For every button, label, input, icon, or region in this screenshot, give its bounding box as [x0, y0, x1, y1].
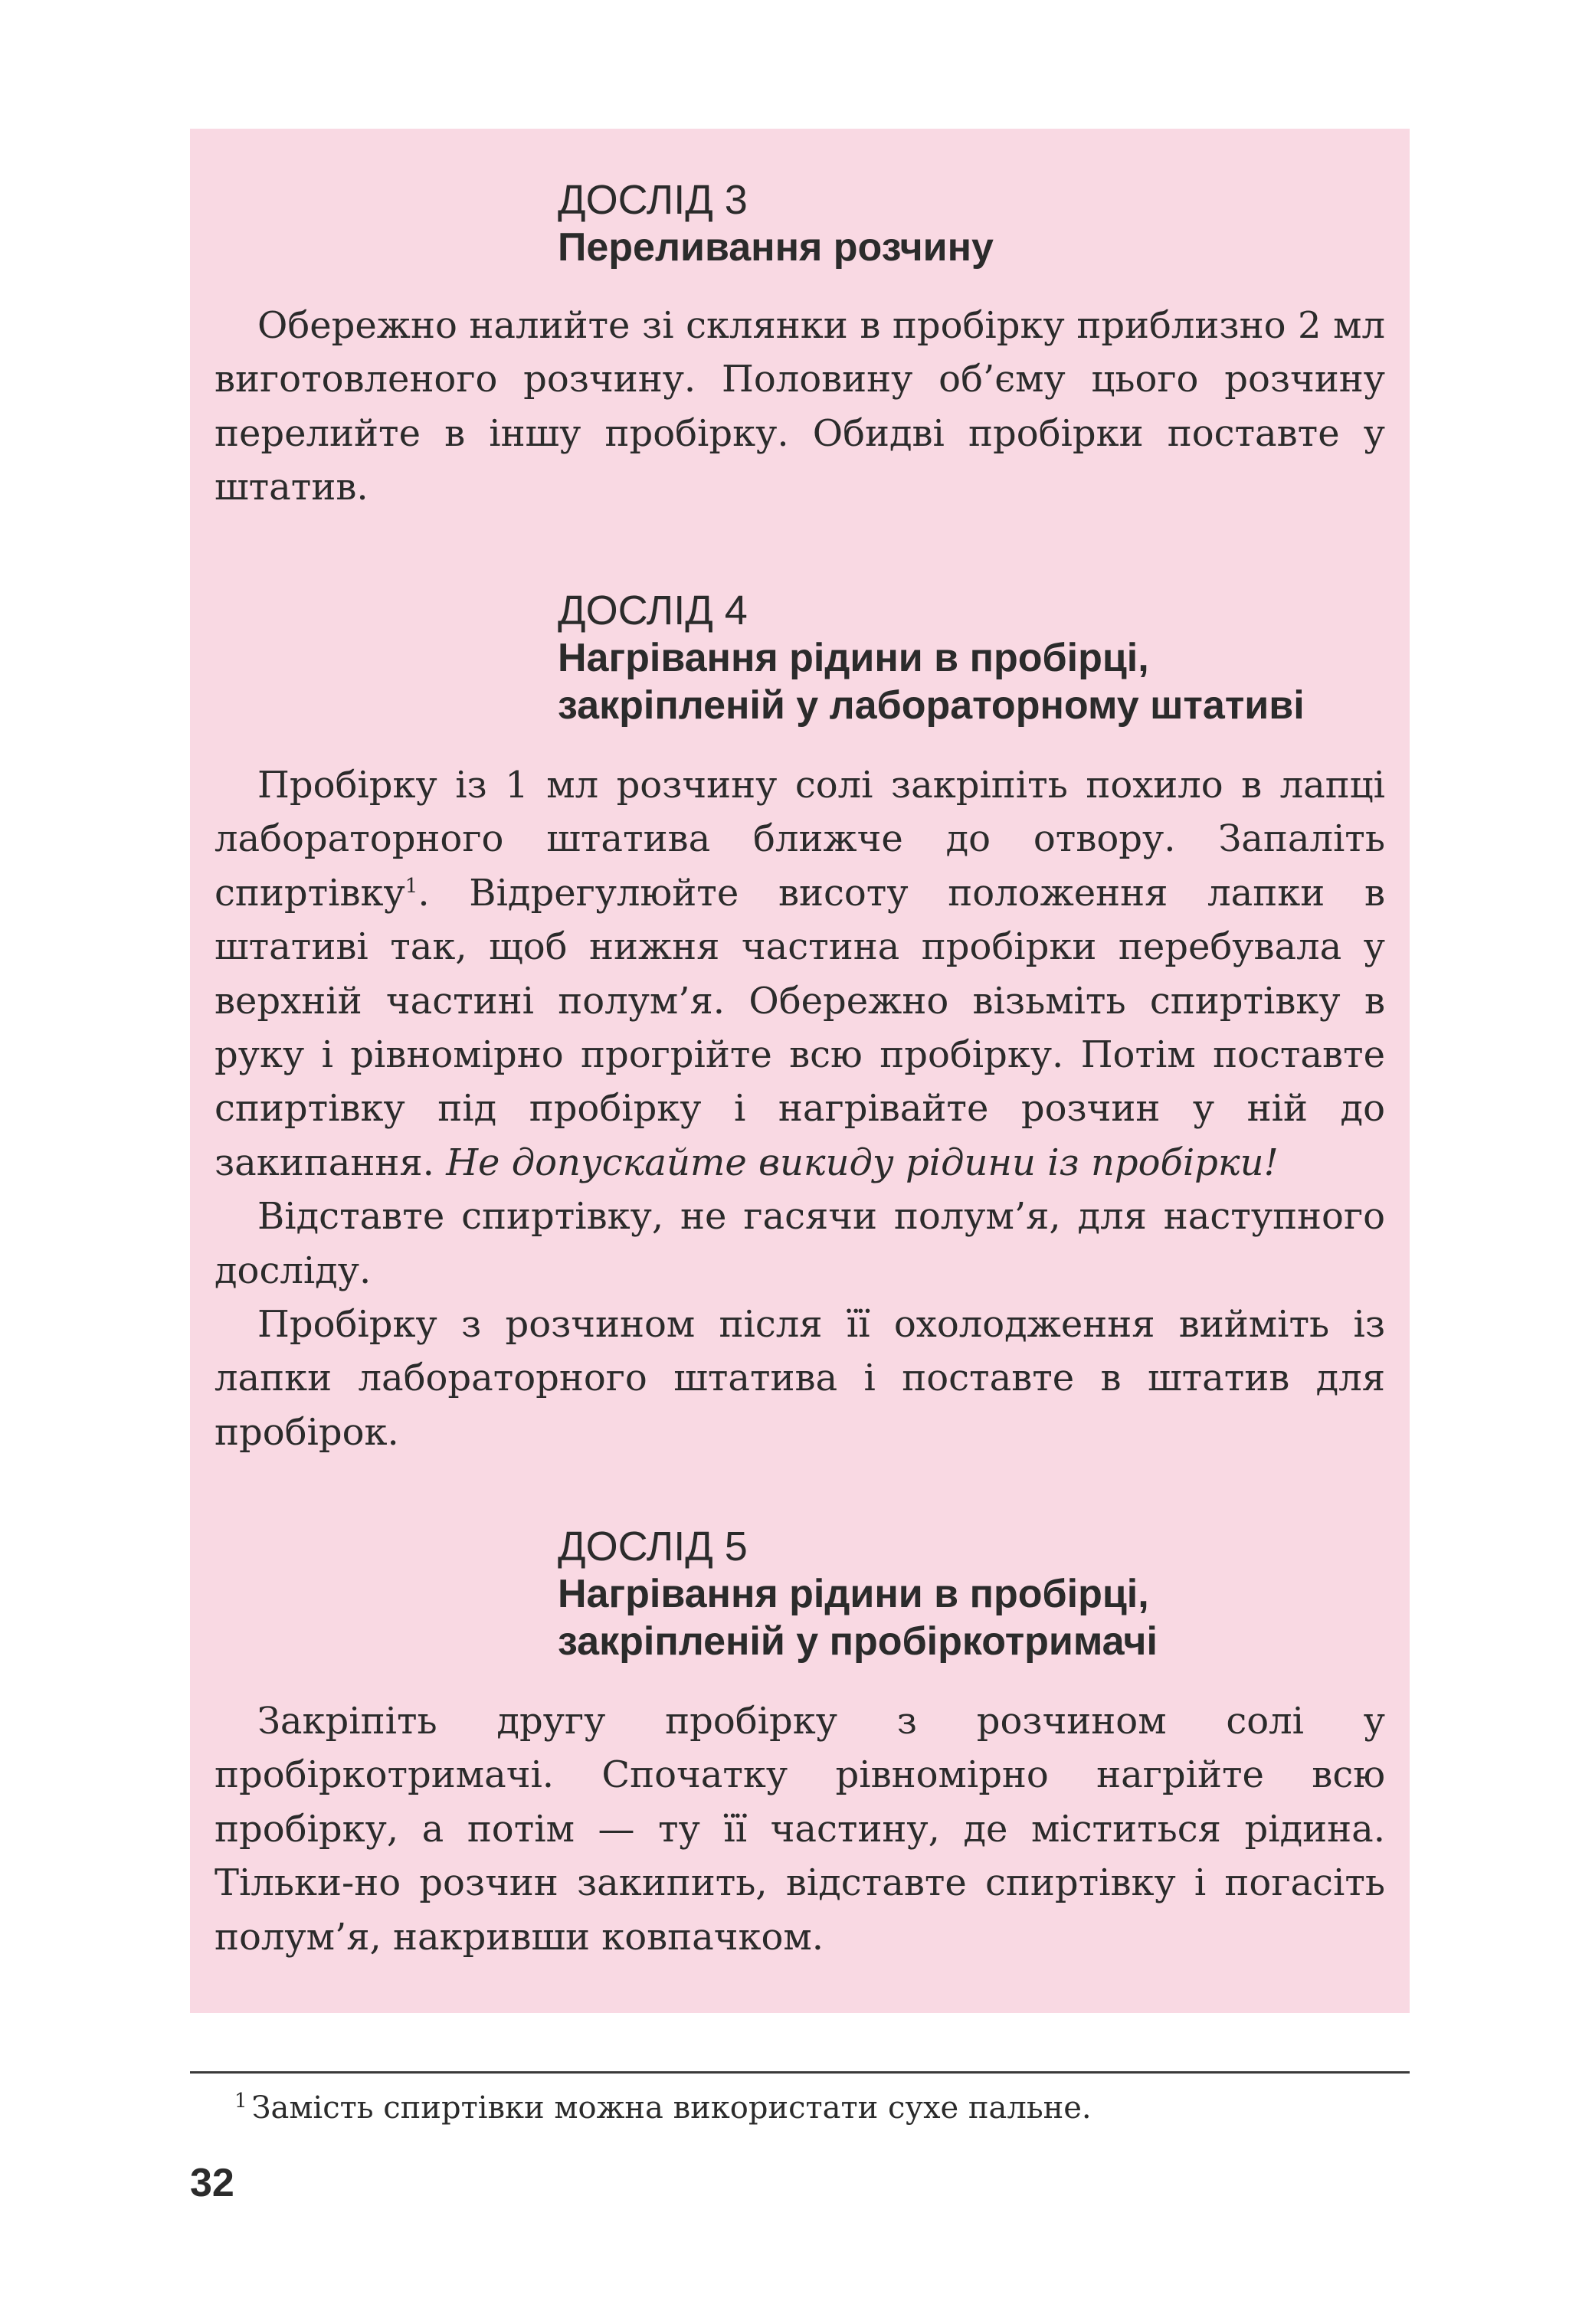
experiment-4-text-a: Пробірку із 1 мл розчину солі закріпіть похило в лапці лабораторного штатива ближче до отвору. Запаліть спиртівку [215, 764, 1385, 915]
experiment-5-body [215, 1694, 1385, 1964]
footnote [234, 2087, 1092, 2129]
experiments-box [190, 129, 1410, 2013]
experiment-4-text-b: . Відрегулюйте висоту положення лапки в штативі так, щоб нижня частина пробірки перебувала у верхній частині полум’я. Обережно візьміть спиртівку в руку і рівномірно прогрійте всю пробірку. Потім поставте спиртівку під пробірку і нагрівайте розчин у ній до закипання. [215, 871, 1385, 1184]
experiment-4-paragraph-3: Пробірку з розчином після її охолодження вийміть із лапки лабораторного штатива і поставте в штатив для пробірок. [215, 1303, 1385, 1454]
footnote-marker: 1 [234, 2090, 247, 2113]
experiment-4-label: ДОСЛІД 4 [558, 588, 748, 633]
footnote-divider [190, 2071, 1410, 2074]
experiment-3-label: ДОСЛІД 3 [558, 177, 748, 223]
experiment-5-paragraph: Закріпіть другу пробірку з розчином солі у пробіркотримачі. Спочатку рівномірно нагрійте всю пробірку, а потім — ту її частину, де міститься рідина. Тільки-но розчин закипить, відставте спиртівку і погасіть полум’я, накривши ковпачком. [215, 1700, 1385, 1959]
footnote-text: Замість спиртівки можна використати сухе пальне. [251, 2090, 1092, 2126]
footnote-reference: 1 [405, 874, 418, 898]
experiment-4-body [215, 758, 1385, 1459]
experiment-5-heading [558, 1523, 1158, 1665]
experiment-5-title-line-2: закріпленій у пробіркотримачі [558, 1619, 1158, 1664]
experiment-4-paragraph-1 [215, 758, 1385, 1190]
page-number: 32 [190, 2161, 234, 2205]
experiment-5-title-line-1: Нагрівання рідини в пробірці, [558, 1572, 1149, 1616]
experiment-3-body [215, 299, 1385, 515]
safety-warning: Не допускайте викиду рідини із пробірки! [446, 1141, 1279, 1184]
experiment-5-label: ДОСЛІД 5 [558, 1524, 748, 1570]
experiment-4-heading [558, 587, 1305, 729]
experiment-3-paragraph: Обережно налийте зі склянки в пробірку приблизно 2 мл виготовленого розчину. Половину об’єму цього розчину перелийте в іншу пробірку. Обидві пробірки поставте у штатив. [215, 304, 1385, 509]
experiment-4-title-line-1: Нагрівання рідини в пробірці, [558, 636, 1149, 680]
experiment-4-title-line-2: закріпленій у лабораторному штативі [558, 683, 1305, 728]
experiment-3-title: Переливання розчину [558, 225, 994, 270]
experiment-4-paragraph-2: Відставте спиртівку, не гасячи полум’я, для наступного досліду. [215, 1195, 1385, 1292]
experiment-3-heading [558, 176, 994, 271]
